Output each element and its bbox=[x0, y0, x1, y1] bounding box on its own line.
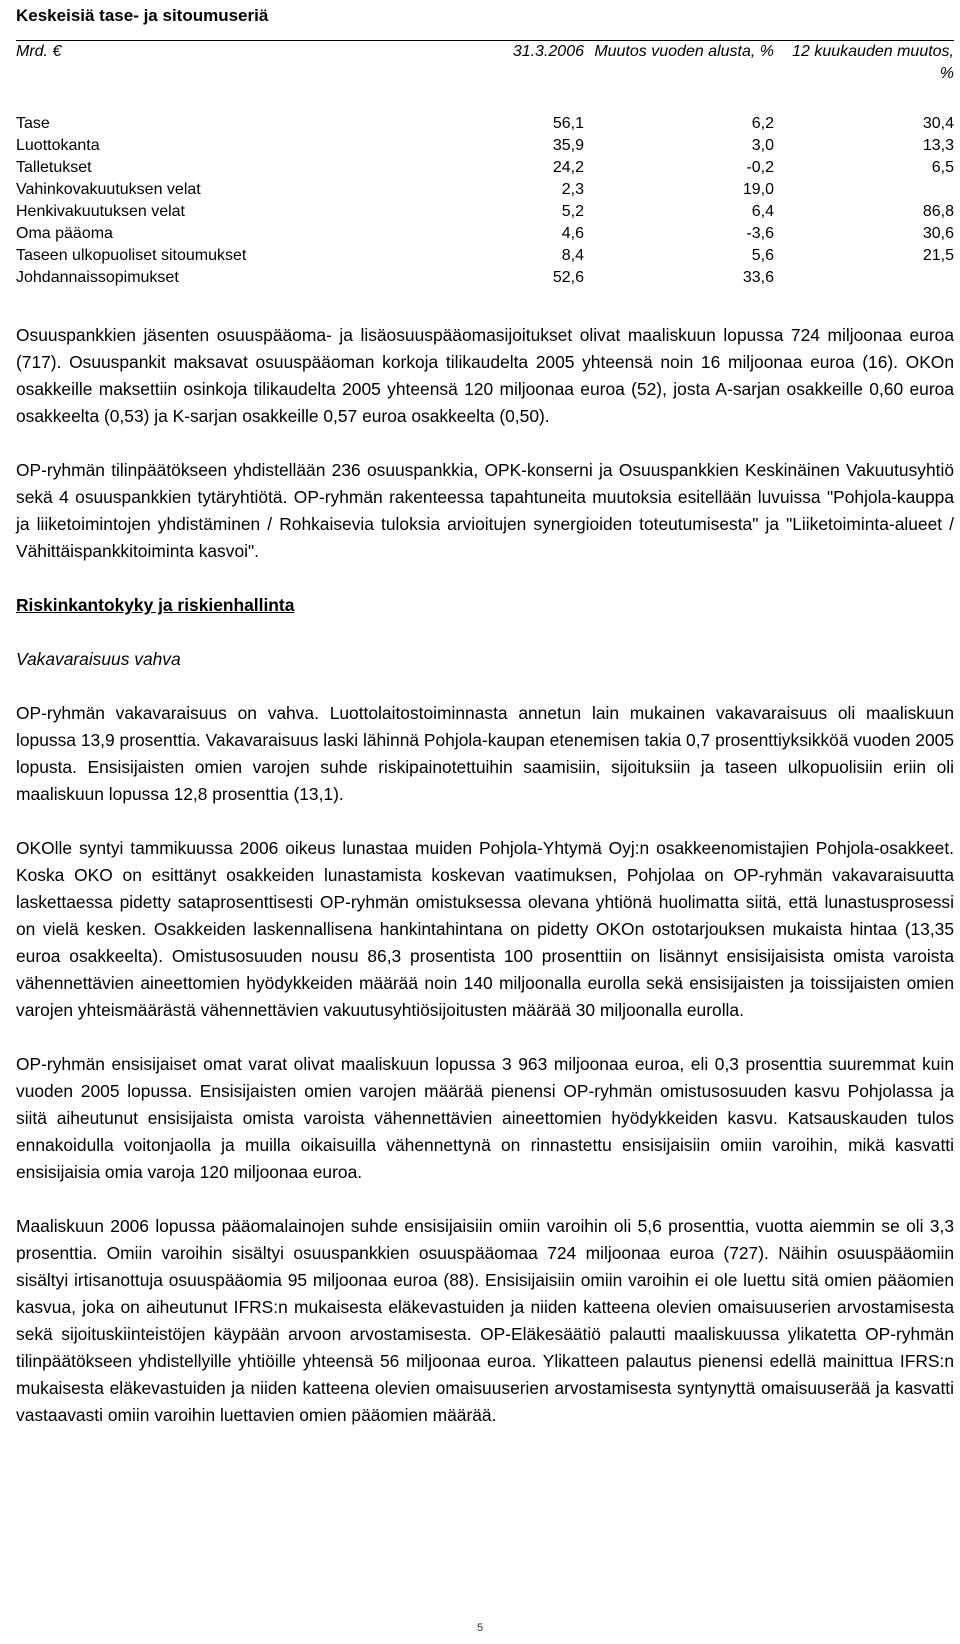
balance-sheet-table bbox=[16, 40, 954, 289]
row-change-12m bbox=[774, 267, 954, 289]
header-unit: Mrd. € bbox=[16, 43, 62, 60]
page-number: 5 bbox=[476, 1622, 484, 1634]
paragraph-equity: Osuuspankkien jäsenten osuuspääoma- ja lisäosuuspääomasijoitukset olivat maaliskuun lopussa 724 miljoonaa euroa (717). Osuuspankit maksavat osuuspääoman korkoja tilikaudelta 2005 yhteensä noin 16 miljoonaa euroa (16). OKOn osakkeille maksettiin osinkoja tilikaudelta 2005 yhteensä 120 miljoonaa euroa (52), josta A-sarjan osakkeille 0,60 euroa osakkeelta (0,53) ja K-sarjan osakkeille 0,57 euroa osakkeelta (0,50). bbox=[16, 325, 954, 426]
row-change-ytd: 3,0 bbox=[751, 137, 774, 154]
table-row bbox=[16, 245, 954, 267]
row-change-12m bbox=[774, 179, 954, 201]
header-change-12m: 12 kuukauden muutos, % bbox=[792, 43, 954, 82]
row-change-12m: 86,8 bbox=[922, 203, 954, 220]
row-label: Tase bbox=[16, 115, 50, 132]
row-label: Oma pääoma bbox=[16, 225, 113, 242]
paragraph-capital-adequacy: OP-ryhmän vakavaraisuus on vahva. Luottolaitostoiminnasta annetun lain mukainen vakavaraisuus oli maaliskuun lopussa 13,9 prosenttia. Vakavaraisuus laski lähinnä Pohjola-kaupan etenemisen takia 0,7 prosenttiyksikköä vuoden 2005 lopusta. Ensisijaisten omien varojen suhde riskipainotettuihin saamisiin, sijoituksiin ja taseen ulkopuolisiin eriin oli maaliskuun lopussa 12,8 prosenttia (13,1). bbox=[16, 703, 954, 804]
row-value: 4,6 bbox=[561, 225, 584, 242]
row-value: 5,2 bbox=[561, 203, 584, 220]
paragraph-pohjola-redemption: OKOlle syntyi tammikuussa 2006 oikeus lunastaa muiden Pohjola-Yhtymä Oyj:n osakkeenomistajien Pohjola-osakkeet. Koska OKO on esittänyt osakkeiden lunastamista koskevan vaatimuksen, Pohjolaa on OP-ryhmän vakavaraisuutta laskettaessa pidetty sataprosenttisesti OP-ryhmän omistuksessa olevana yhtiönä huolimatta siitä, että lunastusprosessi on vielä kesken. Osakkeiden laskennallisena hankintahintana on pidetty OKOn ostotarjouksen mukaista hintaa (13,35 euroa osakkeelta). Omistusosuuden nousu 86,3 prosentista 100 prosenttiin on lisännyt ensisijaisista omista varoista vähennettävien aineettomien hyödykkeiden määrää noin 140 miljoonalla eurolla sekä ensisijaisten ja toissijaisten omien varojen yhteismäärästä vähennettävien vakuutusyhtiösijoitusten määrää 30 miljoonalla eurolla. bbox=[16, 838, 954, 1020]
row-change-ytd: -3,6 bbox=[746, 225, 774, 242]
paragraph-consolidation: OP-ryhmän tilinpäätökseen yhdistellään 236 osuuspankkia, OPK-konserni ja Osuuspankkien Keskinäinen Vakuutusyhtiö sekä 4 osuuspankkien tytäryhtiötä. OP-ryhmän rakenteessa tapahtuneita muutoksia esitellään luvuissa "Pohjola-kauppa ja liiketoimintojen yhdistäminen / Rohkaisevia tuloksia arvioitujen synergioiden toteutumisesta" ja "Liiketoiminta-alueet / Vähittäispankkitoiminta kasvoi". bbox=[16, 460, 954, 561]
row-change-12m: 21,5 bbox=[922, 247, 954, 264]
row-label: Vahinkovakuutuksen velat bbox=[16, 181, 201, 198]
row-label: Talletukset bbox=[16, 159, 92, 176]
table-row bbox=[16, 223, 954, 245]
row-change-12m: 30,4 bbox=[922, 115, 954, 132]
paragraph-capital-loans: Maaliskuun 2006 lopussa pääomalainojen suhde ensisijaisiin omiin varoihin oli 5,6 prosenttia, vuotta aiemmin se oli 3,3 prosenttia. Omiin varoihin sisältyi osuuspankkien osuuspääomaa 724 miljoonaa euroa (727). Näihin osuuspääomiin sisältyi irtisanottuja osuuspääomia 95 miljoonaa euroa (88). Ensisijaisiin omiin varoihin ei ole luettu sitä omien pääomien kasvua, joka on aiheutunut IFRS:n mukaisesta eläkevastuiden ja niiden katteena olevien omaisuuserien arvostamisesta sekä sijoituskiinteistöjen käypään arvoon arvostamisesta. OP-Eläkesäätiö palautti maaliskuussa ylikatetta OP-ryhmän tilinpäätökseen yhdistellyille yhtiöille yhteensä 56 miljoonaa euroa. Ylikatteen palautus pienensi edellä mainittua IFRS:n mukaisesta eläkevastuiden ja niiden katteena olevien omaisuuserien arvostamisesta syntynyttä omaisuuserää ja kasvatti vastaavasti omiin varoihin luettavien omien pääomien määrää. bbox=[16, 1216, 954, 1425]
subsection-heading: Vakavaraisuus vahva bbox=[16, 649, 181, 669]
header-date: 31.3.2006 bbox=[512, 43, 584, 60]
row-value: 2,3 bbox=[561, 181, 584, 198]
row-change-ytd: 33,6 bbox=[742, 269, 774, 286]
section-heading: Riskinkantokyky ja riskienhallinta bbox=[16, 595, 295, 615]
row-value: 24,2 bbox=[552, 159, 584, 176]
table-row bbox=[16, 157, 954, 179]
row-label: Henkivakuutuksen velat bbox=[16, 203, 185, 220]
table-row bbox=[16, 201, 954, 223]
row-change-12m: 13,3 bbox=[922, 137, 954, 154]
row-value: 8,4 bbox=[561, 247, 584, 264]
row-label: Luottokanta bbox=[16, 137, 100, 154]
row-change-ytd: 5,6 bbox=[751, 247, 774, 264]
table-row bbox=[16, 113, 954, 135]
paragraph-tier1-capital: OP-ryhmän ensisijaiset omat varat olivat maaliskuun lopussa 3 963 miljoonaa euroa, eli 0,3 prosenttia suuremmat kuin vuoden 2005 lopussa. Ensisijaisten omien varojen määrää pienensi OP-ryhmän omistusosuuden kasvu Pohjolassa ja siitä aiheutunut ensisijaista omista varoista vähennettävien aineettomien hyödykkeiden kasvu. Katsauskauden tulos ennakoidulla voitonjaolla ja muilla oikaisuilla vähennettynä on rinnastettu ensisijaisiin omiin varoihin, mikä kasvatti ensisijaisia omia varoja 120 miljoonaa euroa. bbox=[16, 1054, 954, 1182]
row-change-ytd: 6,2 bbox=[751, 115, 774, 132]
row-change-12m: 30,6 bbox=[922, 225, 954, 242]
row-change-12m: 6,5 bbox=[931, 159, 954, 176]
table-row bbox=[16, 267, 954, 289]
row-change-ytd: 19,0 bbox=[742, 181, 774, 198]
table-title: Keskeisiä tase- ja sitoumuseriä bbox=[16, 6, 269, 25]
row-change-ytd: 6,4 bbox=[751, 203, 774, 220]
row-value: 52,6 bbox=[552, 269, 584, 286]
table-row bbox=[16, 135, 954, 157]
row-value: 56,1 bbox=[552, 115, 584, 132]
row-change-ytd: -0,2 bbox=[746, 159, 774, 176]
table-header-row bbox=[16, 41, 954, 114]
table-row bbox=[16, 179, 954, 201]
body-text bbox=[16, 322, 954, 1456]
header-change-ytd: Muutos vuoden alusta, % bbox=[594, 43, 774, 60]
row-label: Taseen ulkopuoliset sitoumukset bbox=[16, 247, 247, 264]
row-label: Johdannaissopimukset bbox=[16, 269, 179, 286]
row-value: 35,9 bbox=[552, 137, 584, 154]
